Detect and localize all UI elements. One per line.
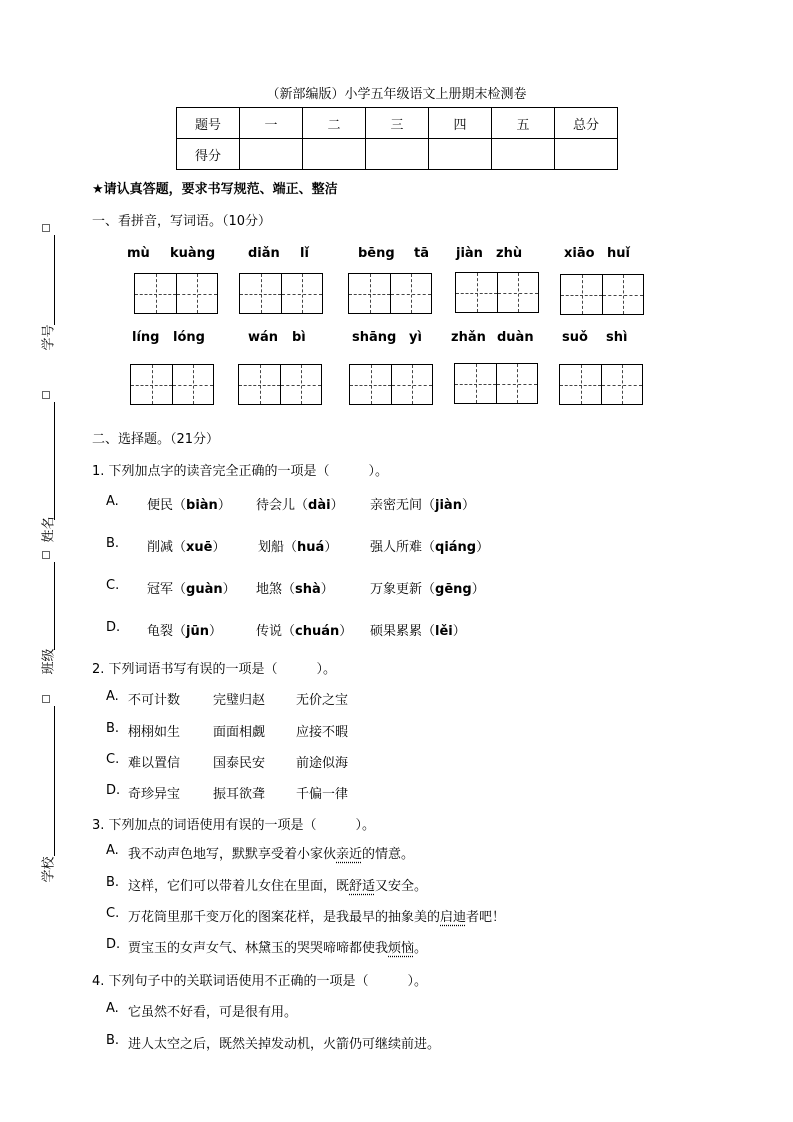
q1-option-a-word1: 便民（biàn）	[147, 498, 231, 513]
q1-option-c-word2: 地煞（shà）	[256, 582, 334, 597]
q1-option-a-word2: 待会儿（dài）	[256, 498, 344, 513]
option-letter[interactable]: A.	[106, 843, 119, 858]
grid-cell[interactable]	[281, 274, 322, 313]
writing-grid[interactable]	[455, 272, 539, 313]
score-cell[interactable]	[240, 139, 303, 170]
option-letter[interactable]: D.	[106, 620, 121, 635]
grid-cell[interactable]	[176, 274, 217, 313]
q2-word: 应接不暇	[296, 725, 349, 740]
pinyin-label: duàn	[497, 330, 534, 345]
option-letter[interactable]: D.	[106, 937, 121, 952]
pinyin-label: zhǎn	[451, 330, 486, 345]
option-letter[interactable]: C.	[106, 906, 120, 921]
option-letter[interactable]: B.	[106, 875, 120, 890]
q1-option-d-word3: 硕果累累（lěi）	[370, 624, 466, 639]
score-cell[interactable]	[303, 139, 366, 170]
sidebar-school-label: 学校	[41, 856, 57, 883]
q1-option-d-word1: 龟裂（jūn）	[147, 624, 222, 639]
grid-cell[interactable]	[390, 274, 431, 313]
option-letter[interactable]: A.	[106, 689, 119, 704]
q2-word: 国泰民安	[213, 756, 266, 771]
binding-square	[42, 224, 50, 232]
writing-grid[interactable]	[560, 274, 644, 315]
q3-option-d-sentence: 贾宝玉的女声女气、林黛玉的哭哭啼啼都使我烦恼。	[128, 941, 428, 956]
score-header-cell: 总分	[555, 108, 618, 139]
q3-option-b-sentence: 这样，它们可以带着儿女住在里面，既舒适又安全。	[128, 879, 428, 894]
binding-square	[42, 391, 50, 399]
q2-word: 完璧归赵	[213, 693, 266, 708]
pinyin-label: tā	[414, 246, 429, 261]
pinyin-label: zhù	[496, 246, 523, 261]
sidebar-student-no-label: 学号	[41, 324, 57, 351]
writing-grid[interactable]	[238, 364, 322, 405]
score-cell[interactable]	[366, 139, 429, 170]
pinyin-label: líng	[132, 330, 160, 345]
pinyin-label: jiàn	[456, 246, 483, 261]
pinyin-label: kuàng	[170, 246, 216, 261]
pinyin-label: xiāo	[564, 246, 595, 261]
grid-cell[interactable]	[496, 364, 537, 403]
grid-cell[interactable]	[560, 365, 601, 404]
pinyin-label: shāng	[352, 330, 397, 345]
option-letter[interactable]: D.	[106, 783, 121, 798]
score-header-cell: 一	[240, 108, 303, 139]
grid-cell[interactable]	[350, 365, 391, 404]
q2-word: 栩栩如生	[128, 725, 181, 740]
option-letter[interactable]: C.	[106, 578, 120, 593]
grid-cell[interactable]	[455, 364, 496, 403]
q2-word: 前途似海	[296, 756, 349, 771]
sidebar-class-label: 班级	[41, 648, 57, 675]
binding-line	[54, 235, 55, 325]
score-header-cell: 四	[429, 108, 492, 139]
q1-option-a-word3: 亲密无间（jiàn）	[370, 498, 475, 513]
section1-heading: 一、看拼音，写词语。（10分）	[92, 214, 272, 229]
option-letter[interactable]: B.	[106, 721, 120, 736]
binding-line	[54, 706, 55, 856]
binding-line	[54, 562, 55, 650]
q1-option-c-word3: 万象更新（gēng）	[370, 582, 485, 597]
pinyin-label: wán	[248, 330, 279, 345]
grid-cell[interactable]	[280, 365, 321, 404]
writing-grid[interactable]	[348, 273, 432, 314]
q1-option-b-word3: 强人所难（qiáng）	[370, 540, 490, 555]
pinyin-label: mù	[127, 246, 150, 261]
writing-grid[interactable]	[454, 363, 538, 404]
writing-grid[interactable]	[130, 364, 214, 405]
q3-option-a-sentence: 我不动声色地写，默默享受着小家伙亲近的情意。	[128, 847, 415, 862]
score-header-cell: 五	[492, 108, 555, 139]
score-table-score-row	[177, 139, 618, 170]
binding-line	[54, 402, 55, 520]
option-letter[interactable]: A.	[106, 1001, 119, 1016]
grid-cell[interactable]	[391, 365, 432, 404]
q1-option-c-word1: 冠军（guàn）	[147, 582, 236, 597]
option-letter[interactable]: A.	[106, 494, 119, 509]
grid-cell[interactable]	[135, 274, 176, 313]
option-letter[interactable]: C.	[106, 752, 120, 767]
question-4-stem: 4. 下列句子中的关联词语使用不正确的一项是（ ）。	[92, 974, 428, 989]
pinyin-label: huǐ	[607, 246, 630, 261]
q2-word: 千偏一律	[296, 787, 349, 802]
grid-cell[interactable]	[497, 273, 538, 312]
score-header-cell: 题号	[177, 108, 240, 139]
q2-word: 振耳欲聋	[213, 787, 266, 802]
grid-cell[interactable]	[131, 365, 172, 404]
grid-cell[interactable]	[172, 365, 213, 404]
grid-cell[interactable]	[240, 274, 281, 313]
q4-option-a-sentence: 它虽然不好看，可是很有用。	[128, 1005, 298, 1020]
grid-cell[interactable]	[239, 365, 280, 404]
q1-option-b-word2: 划船（huá）	[258, 540, 338, 555]
score-header-cell: 二	[303, 108, 366, 139]
score-header-cell: 三	[366, 108, 429, 139]
score-cell[interactable]	[555, 139, 618, 170]
q1-option-b-word1: 削减（xuē）	[147, 540, 226, 555]
pinyin-label: lǐ	[300, 246, 309, 261]
question-1-stem: 1. 下列加点字的读音完全正确的一项是（ ）。	[92, 464, 389, 479]
score-table-header-row	[177, 108, 618, 139]
grid-cell[interactable]	[601, 365, 642, 404]
binding-square	[42, 551, 50, 559]
score-cell[interactable]	[492, 139, 555, 170]
section2-heading: 二、选择题。（21分）	[92, 432, 220, 447]
grid-cell[interactable]	[456, 273, 497, 312]
pinyin-label: bì	[292, 330, 306, 345]
page-title: （新部编版）小学五年级语文上册期末检测卷	[266, 87, 527, 102]
pinyin-label: shì	[606, 330, 628, 345]
pinyin-label: bēng	[358, 246, 395, 261]
option-letter[interactable]: B.	[106, 1033, 120, 1048]
option-letter[interactable]: B.	[106, 536, 120, 551]
q4-option-b-sentence: 进人太空之后，既然关掉发动机，火箭仍可继续前进。	[128, 1037, 441, 1052]
writing-grid[interactable]	[349, 364, 433, 405]
q2-word: 面面相觑	[213, 725, 266, 740]
pinyin-label: diǎn	[248, 246, 280, 261]
score-cell[interactable]	[429, 139, 492, 170]
q3-option-c-sentence: 万花筒里那千变万化的图案花样，是我最早的抽象美的启迪者吧！	[128, 910, 506, 925]
q2-word: 奇珍异宝	[128, 787, 181, 802]
question-2-stem: 2. 下列词语书写有误的一项是（ ）。	[92, 662, 337, 677]
sidebar-name-label: 姓名	[41, 516, 57, 543]
binding-square	[42, 695, 50, 703]
question-3-stem: 3. 下列加点的词语使用有误的一项是（ ）。	[92, 818, 376, 833]
q2-word: 难以置信	[128, 756, 181, 771]
grid-cell[interactable]	[561, 275, 602, 314]
q2-word: 不可计数	[128, 693, 181, 708]
writing-grid[interactable]	[239, 273, 323, 314]
instruction: ★请认真答题，要求书写规范、端正、整洁	[92, 182, 338, 197]
pinyin-label: suǒ	[562, 330, 588, 345]
q2-word: 无价之宝	[296, 693, 349, 708]
grid-cell[interactable]	[602, 275, 643, 314]
writing-grid[interactable]	[134, 273, 218, 314]
grid-cell[interactable]	[349, 274, 390, 313]
score-row-label: 得分	[177, 139, 240, 170]
q1-option-d-word2: 传说（chuán）	[256, 624, 353, 639]
writing-grid[interactable]	[559, 364, 643, 405]
pinyin-label: lóng	[173, 330, 205, 345]
pinyin-label: yì	[409, 330, 422, 345]
score-table	[176, 107, 618, 170]
